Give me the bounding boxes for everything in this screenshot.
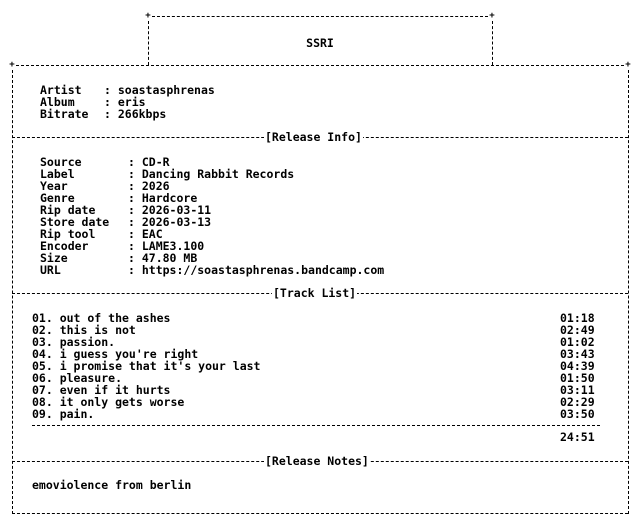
- track-duration: 01:50: [560, 371, 595, 385]
- release-info-value: 47.80 MB: [141, 251, 198, 265]
- frame-top-border: [16, 65, 624, 66]
- release-info-key: Rip tool: [40, 227, 96, 241]
- separator-colon: :: [128, 203, 142, 217]
- track-duration: 02:29: [560, 395, 595, 409]
- separator-colon: :: [104, 107, 118, 121]
- track-title: 09. pain.: [32, 407, 95, 421]
- corner-plus: +: [625, 60, 631, 70]
- release-info-key: Encoder: [40, 239, 89, 253]
- track-title: 02. this is not: [32, 323, 136, 337]
- artist-block-key: Album: [40, 95, 75, 109]
- separator-colon: :: [104, 95, 118, 109]
- release-info-value: https://soastasphrenas.bandcamp.com: [141, 263, 385, 277]
- separator-colon: :: [128, 179, 142, 193]
- release-info-key: Store date: [40, 215, 110, 229]
- artist-block-row: [40, 108, 166, 120]
- release-info-key: Source: [40, 155, 82, 169]
- frame-bottom-border: [12, 513, 628, 514]
- track-duration: 04:39: [560, 359, 595, 373]
- separator-colon: :: [128, 263, 142, 277]
- release-info-value: Dancing Rabbit Records: [141, 167, 295, 181]
- corner-plus: +: [9, 60, 15, 70]
- artist-block-key: Artist: [40, 83, 82, 97]
- track-title: 08. it only gets worse: [32, 395, 185, 409]
- page-title: SSRI: [306, 36, 334, 50]
- release-info-value: EAC: [141, 227, 163, 241]
- track-duration: 02:49: [560, 323, 595, 337]
- separator-colon: :: [128, 251, 142, 265]
- release-info-value: Hardcore: [141, 191, 198, 205]
- track-title: 05. i promise that it's your last: [32, 359, 261, 373]
- separator-colon: :: [128, 227, 142, 241]
- separator-colon: :: [128, 167, 142, 181]
- track-title: 07. even if it hurts: [32, 383, 171, 397]
- corner-plus: +: [145, 11, 151, 21]
- artist-block-value: soastasphrenas: [117, 83, 215, 97]
- title-box-top-border: [152, 16, 488, 17]
- release-notes-header: [Release Notes]: [265, 454, 369, 468]
- artist-block-key: Bitrate: [40, 107, 89, 121]
- release-info-key: URL: [40, 263, 61, 277]
- artist-block-value: eris: [117, 95, 146, 109]
- track-title: 04. i guess you're right: [32, 347, 199, 361]
- separator-colon: :: [128, 239, 142, 253]
- release-info-key: Rip date: [40, 203, 96, 217]
- track-duration: 03:50: [560, 407, 595, 421]
- release-info-value: 2026: [141, 179, 170, 193]
- artist-block-value: 266kbps: [117, 107, 167, 121]
- release-info-value: 2026-03-11: [141, 203, 212, 217]
- tracklist-total-separator: [32, 425, 600, 426]
- separator-colon: :: [104, 83, 118, 97]
- release-notes-text: emoviolence from berlin: [32, 478, 192, 492]
- track-title: 01. out of the ashes: [32, 311, 171, 325]
- separator-colon: :: [128, 215, 142, 229]
- track-duration: 03:11: [560, 383, 595, 397]
- release-info-value: LAME3.100: [141, 239, 205, 253]
- track-title: 06. pleasure.: [32, 371, 123, 385]
- release-info-row: [40, 264, 384, 276]
- track-duration: 01:18: [560, 311, 595, 325]
- track-duration: 01:02: [560, 335, 595, 349]
- release-info-value: 2026-03-13: [141, 215, 212, 229]
- track-duration: 03:43: [560, 347, 595, 361]
- release-info-key: Genre: [40, 191, 75, 205]
- total-time: 24:51: [560, 430, 595, 444]
- corner-plus: +: [489, 11, 495, 21]
- separator-colon: :: [128, 191, 142, 205]
- track-list-header: [Track List]: [273, 286, 357, 300]
- release-info-key: Year: [40, 179, 68, 193]
- separator-colon: :: [128, 155, 142, 169]
- track-title: 03. passion.: [32, 335, 116, 349]
- release-info-header: [Release Info]: [265, 130, 362, 144]
- release-info-key: Label: [40, 167, 75, 181]
- release-info-value: CD-R: [141, 155, 170, 169]
- frame-right-border: [628, 70, 629, 514]
- release-info-key: Size: [40, 251, 68, 265]
